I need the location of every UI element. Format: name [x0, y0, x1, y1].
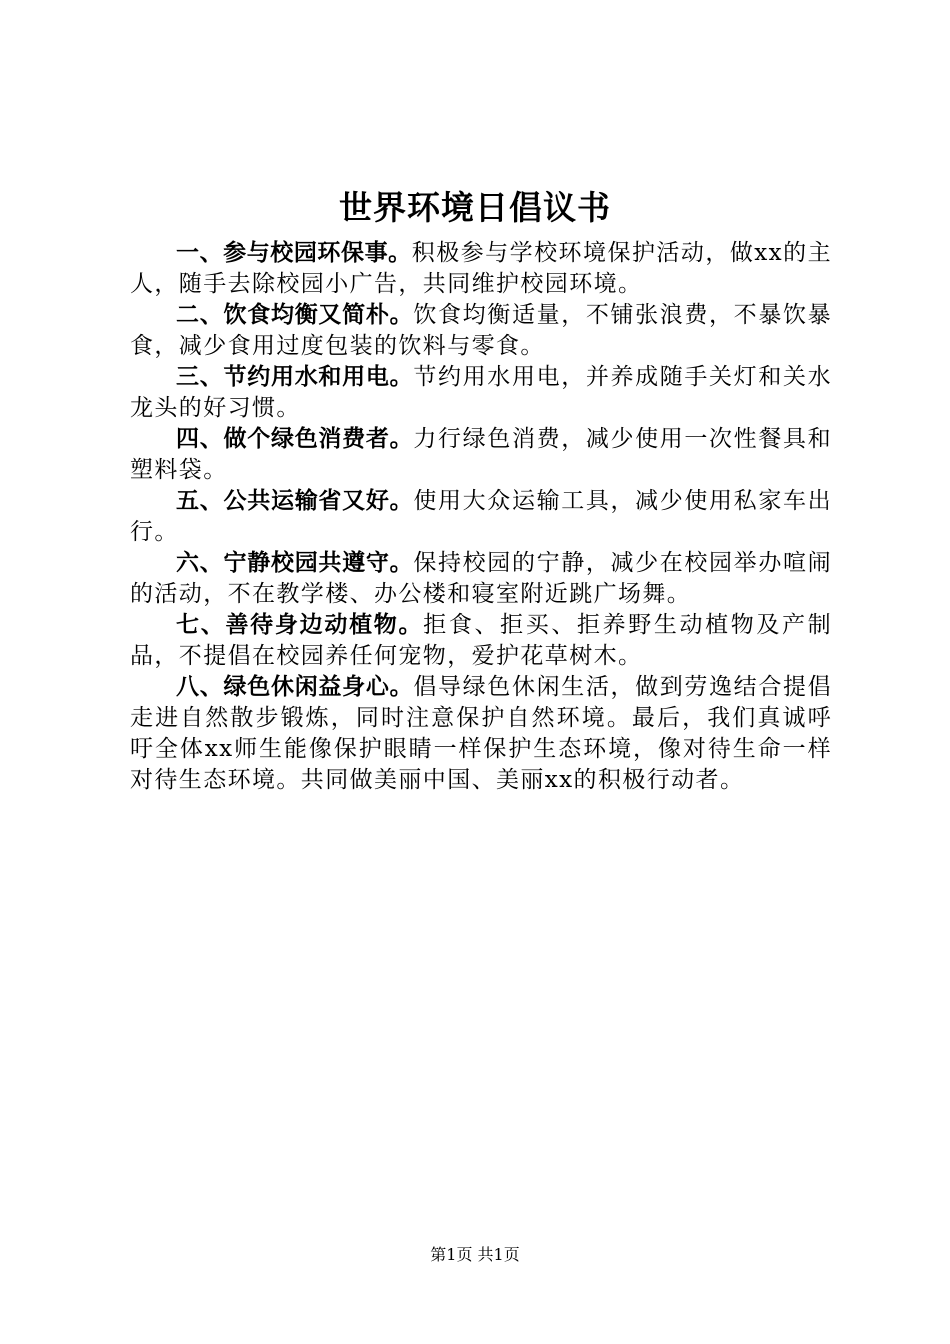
paragraph-7 — [130, 610, 832, 672]
paragraph-8 — [130, 672, 832, 796]
paragraph-lead: 六、宁静校园共遵守。 — [176, 550, 414, 576]
page-number: 第1页 共1页 — [430, 1245, 520, 1264]
paragraph-text: 积极参与学校环境保护活动，做xx的主人，随手去除校园小广告，共同维护校园环境。 — [130, 240, 832, 297]
paragraph-text: 倡导绿色休闲生活，做到劳逸结合提倡走进自然散步锻炼，同时注意保护自然环境。最后，我们真诚呼吁全体xx师生能像保护眼睛一样保护生态环境，像对待生命一样对待生态环境。共同做美丽中国、美丽xx的积极行动者。 — [130, 674, 832, 793]
paragraph-1 — [130, 238, 832, 300]
paragraph-lead: 四、做个绿色消费者。 — [176, 426, 414, 452]
paragraph-lead: 二、饮食均衡又简朴。 — [176, 302, 414, 328]
paragraph-lead: 八、绿色休闲益身心。 — [176, 674, 414, 700]
paragraph-text: 保持校园的宁静，减少在校园举办喧闹的活动，不在教学楼、办公楼和寝室附近跳广场舞。 — [130, 550, 832, 607]
page-footer — [0, 1244, 950, 1266]
paragraph-text: 使用大众运输工具，减少使用私家车出行。 — [130, 488, 832, 545]
paragraph-text: 节约用水用电，并养成随手关灯和关水龙头的好习惯。 — [130, 364, 832, 421]
paragraph-text: 力行绿色消费，减少使用一次性餐具和塑料袋。 — [130, 426, 832, 483]
paragraph-lead: 七、善待身边动植物。 — [176, 612, 424, 638]
paragraph-4 — [130, 424, 832, 486]
document-title: 世界环境日倡议书 — [339, 188, 611, 227]
paragraph-6 — [130, 548, 832, 610]
paragraph-lead: 五、公共运输省又好。 — [176, 488, 414, 514]
document-body — [130, 238, 832, 796]
paragraph-2 — [130, 300, 832, 362]
paragraph-lead: 三、节约用水和用电。 — [176, 364, 414, 390]
paragraph-text: 拒食、拒买、拒养野生动植物及产制品，不提倡在校园养任何宠物，爱护花草树木。 — [130, 612, 833, 669]
paragraph-3 — [130, 362, 832, 424]
paragraph-lead: 一、参与校园环保事。 — [176, 240, 412, 266]
paragraph-text: 饮食均衡适量，不铺张浪费，不暴饮暴食，减少食用过度包装的饮料与零食。 — [130, 302, 832, 359]
paragraph-5 — [130, 486, 832, 548]
